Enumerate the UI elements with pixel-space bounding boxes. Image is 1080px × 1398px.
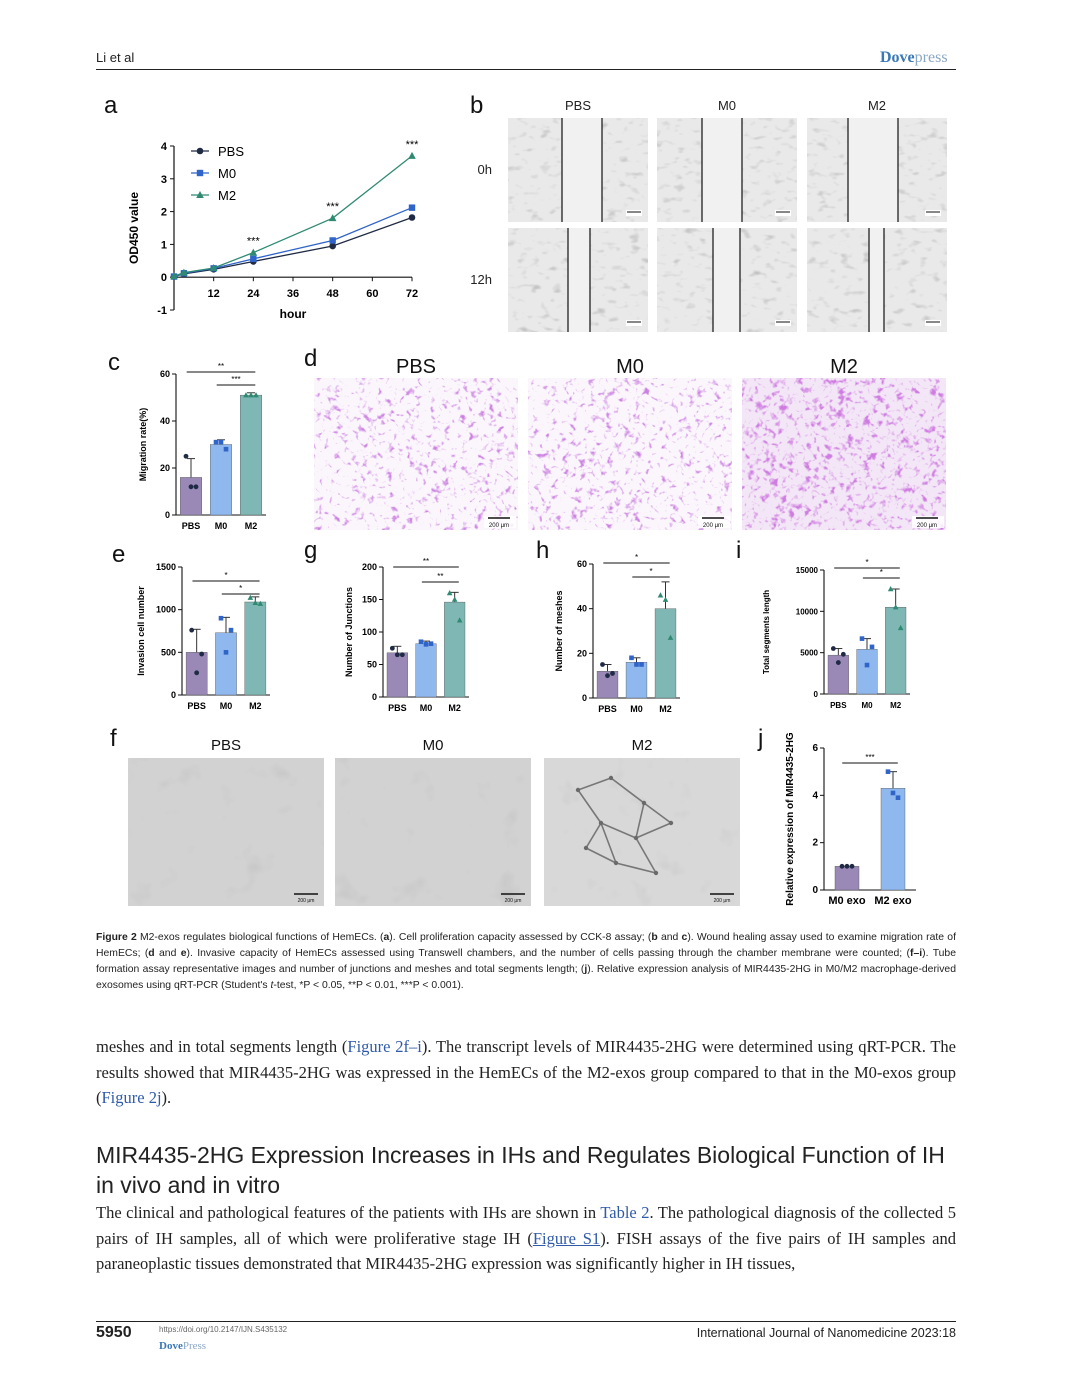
data-point	[194, 484, 199, 489]
data-point	[610, 671, 615, 676]
panel-letter-i: i	[736, 537, 742, 564]
data-point	[860, 636, 865, 641]
y-tick-label: 0	[371, 692, 377, 702]
y-tick-label: 0	[170, 690, 176, 700]
x-tick-label: PBS	[187, 701, 206, 711]
wound-image-m2-12h	[807, 228, 947, 332]
chart-h-bar	[554, 553, 680, 714]
data-point	[219, 616, 224, 621]
y-axis-label: Relative expression of MIR4435-2HG	[785, 732, 796, 906]
transwell-column-m2: M2	[830, 356, 858, 378]
scale-bar-box	[925, 320, 941, 326]
scale-label: 200 μm	[713, 898, 731, 904]
data-point	[836, 660, 841, 665]
wound-image-m2-0h	[807, 118, 947, 222]
significance-label: *	[634, 553, 639, 562]
significance-label: ***	[865, 753, 875, 762]
chart-a-line	[127, 139, 419, 321]
series-line-m2	[174, 156, 412, 276]
data-point	[419, 639, 424, 644]
figure-2j-link[interactable]: Figure 2j	[101, 1088, 162, 1108]
caption-label: Figure 2	[96, 932, 137, 943]
x-tick-label: M2	[249, 701, 262, 711]
wound-image-m0-12h	[657, 228, 797, 332]
y-tick-label: 3	[160, 173, 167, 186]
bar-m0	[857, 649, 878, 694]
bar-pbs	[180, 477, 202, 515]
scale-label: 200 μm	[916, 523, 938, 529]
scale-bar-box	[626, 210, 642, 216]
significance-label: **	[217, 362, 225, 371]
legend-label-m0: M0	[218, 166, 237, 181]
panel-letter-h: h	[536, 537, 550, 564]
x-tick-label: M0	[861, 701, 873, 710]
data-point	[184, 454, 189, 459]
legend-marker	[197, 170, 203, 176]
tube-column-m2: M2	[631, 737, 653, 754]
x-tick-label: 24	[247, 288, 260, 301]
panel-letter-j: j	[758, 725, 764, 752]
tube-image-m0	[335, 758, 531, 906]
y-axis-label: Migration rate(%)	[138, 407, 148, 482]
tube-junction	[642, 801, 646, 805]
y-tick-label: 0	[160, 272, 167, 285]
bar-m2	[655, 609, 676, 698]
data-point	[865, 663, 870, 668]
data-point	[886, 769, 891, 774]
panel-letter-e: e	[112, 541, 126, 568]
wound-gap	[562, 118, 602, 222]
y-tick-label: 100	[361, 627, 377, 637]
bar-m0	[215, 633, 236, 695]
y-axis-label: Total segments length	[762, 589, 771, 675]
tube-junction	[669, 821, 673, 825]
legend-label-pbs: PBS	[218, 144, 245, 159]
bar-m2	[444, 602, 465, 697]
page-number: 5950	[96, 1324, 132, 1341]
legend-label-m2: M2	[218, 188, 237, 203]
tube-texture	[544, 758, 740, 906]
transwell-image-pbs	[314, 378, 518, 530]
y-tick-label: 1000	[155, 604, 176, 615]
transwell-image-m0	[528, 378, 732, 530]
chart-e-bar	[136, 562, 270, 711]
body-paragraph-2: The clinical and pathological features of the patients with IHs are shown in Table 2. The pathological diagnosis of the collected 5 pairs of IH samples, all of which were proliferative stage IH (Figure S1). FISH assays of the five pairs of IH samples and paraneoplastic tissues demonstrated that MIR4435-2HG expression was significantly higher in IH tissues,	[96, 1203, 956, 1274]
data-point	[870, 645, 875, 650]
x-tick-label: M0	[214, 521, 228, 531]
y-tick-label: 5000	[800, 648, 818, 658]
tube-junction	[599, 821, 603, 825]
data-point	[658, 592, 664, 597]
data-point	[224, 447, 229, 452]
y-tick-label: 20	[576, 648, 587, 659]
y-tick-label: 40	[576, 603, 587, 614]
point-m0	[329, 237, 335, 243]
data-point	[214, 440, 219, 445]
y-tick-label: 0	[581, 693, 587, 703]
data-point	[634, 662, 639, 667]
x-tick-label: 12	[207, 288, 220, 301]
scale-label: 200 μm	[702, 523, 724, 529]
data-point	[605, 673, 610, 678]
wound-gap	[702, 118, 742, 222]
y-axis-label: Number of meshes	[554, 590, 564, 672]
bar-pbs	[387, 653, 408, 697]
data-point	[452, 597, 458, 602]
y-tick-label: -1	[157, 305, 167, 317]
data-point	[600, 662, 605, 667]
y-axis-label: OD450 value	[127, 191, 141, 265]
significance-label: *	[239, 584, 243, 593]
chart-c-bar	[138, 362, 266, 531]
x-tick-label: M2	[890, 701, 902, 710]
x-tick-label: M0	[630, 704, 643, 714]
panel-letter-c: c	[108, 349, 120, 376]
wound-column-m2: M2	[867, 98, 887, 113]
figure-s1-link[interactable]: Figure S1	[532, 1228, 601, 1248]
y-tick-label: 50	[366, 659, 377, 670]
data-point	[629, 656, 634, 661]
y-tick-label: 6	[812, 743, 818, 754]
scale-label: 200 μm	[488, 523, 510, 529]
y-tick-label: 2	[160, 206, 167, 219]
point-pbs	[329, 243, 336, 250]
figure-canvas	[96, 78, 960, 920]
y-tick-label: 10000	[795, 607, 818, 617]
point-m0	[250, 256, 256, 262]
significance-label: *	[649, 567, 653, 576]
x-tick-label: M2	[448, 703, 461, 713]
significance-label: *	[224, 571, 228, 580]
chart-j-bar	[785, 732, 916, 907]
y-tick-label: 0	[812, 885, 818, 896]
panel-letter-b: b	[470, 92, 484, 119]
wound-column-m0: M0	[717, 98, 737, 113]
y-tick-label: 2	[812, 837, 818, 849]
y-tick-label: 150	[361, 594, 377, 605]
x-tick-label: 60	[366, 288, 379, 301]
data-point	[424, 642, 429, 647]
y-tick-label: 0	[813, 690, 818, 699]
x-axis-label: hour	[279, 307, 307, 321]
data-point	[390, 646, 395, 651]
x-tick-label: 72	[405, 288, 419, 301]
tube-junction	[614, 861, 618, 865]
y-tick-label: 60	[159, 369, 170, 379]
data-point	[189, 484, 194, 489]
data-point	[429, 641, 434, 646]
tube-texture	[335, 758, 531, 906]
data-point	[663, 597, 669, 602]
data-point	[841, 652, 846, 657]
data-point	[840, 864, 845, 869]
data-point	[845, 864, 850, 869]
bar-m2	[245, 602, 266, 695]
bar-m2-exo	[881, 788, 905, 890]
x-tick-label: M0 exo	[828, 895, 866, 907]
legend-marker	[197, 148, 204, 155]
data-point	[194, 670, 199, 675]
header-rule	[96, 69, 956, 70]
point-m2	[408, 152, 416, 159]
x-tick-label: 36	[286, 288, 300, 301]
data-point	[199, 652, 204, 657]
y-tick-label: 60	[576, 559, 587, 569]
x-tick-label: 48	[326, 288, 339, 301]
section-heading: MIR4435-2HG Expression Increases in IHs and Regulates Biological Function of IH in vivo and in vitro	[96, 1142, 945, 1198]
x-tick-label: M2	[659, 704, 672, 714]
significance-label: ***	[231, 375, 241, 384]
wound-gap	[568, 228, 590, 332]
transwell-column-pbs: PBS	[395, 356, 437, 378]
tube-column-m0: M0	[422, 737, 444, 754]
chart-i-bar	[762, 558, 910, 710]
transwell-cells	[314, 378, 518, 530]
footer-rule	[96, 1321, 956, 1322]
publisher-logo[interactable]: Dovepress	[880, 49, 948, 66]
significance-label: ***	[405, 138, 419, 151]
data-point	[896, 795, 901, 800]
significance-label: *	[879, 568, 883, 577]
significance-label: *	[865, 558, 869, 567]
bar-m0-exo	[835, 866, 859, 890]
bar-m0	[210, 445, 232, 516]
wound-image-m0-0h	[657, 118, 797, 222]
running-header-authors: Li et al	[96, 50, 135, 65]
data-point	[229, 628, 234, 633]
wound-image-pbs-12h	[508, 228, 648, 332]
point-m0	[409, 204, 415, 210]
data-point	[400, 652, 405, 657]
x-tick-label: PBS	[181, 521, 201, 531]
tube-column-pbs: PBS	[210, 737, 242, 754]
tube-junction	[576, 788, 580, 792]
data-point	[850, 864, 855, 869]
x-tick-label: PBS	[388, 703, 407, 713]
journal-citation: International Journal of Nanomedicine 2023:18	[696, 1326, 956, 1340]
panel-letter-g: g	[304, 537, 318, 564]
point-m2	[329, 214, 337, 221]
tube-image-m2	[544, 758, 740, 906]
x-tick-label: M2 exo	[874, 895, 912, 907]
bar-m2	[885, 607, 906, 694]
significance-label: **	[422, 557, 430, 566]
transwell-column-m0: M0	[616, 356, 644, 378]
y-tick-label: 15000	[795, 566, 818, 575]
data-point	[831, 646, 836, 651]
doi-link[interactable]: https://doi.org/10.2147/IJN.S435132	[159, 1325, 288, 1334]
tube-image-pbs	[128, 758, 324, 906]
data-point	[891, 791, 896, 796]
data-point	[219, 440, 224, 445]
chart-g-bar	[344, 557, 469, 713]
wound-image-pbs-0h	[508, 118, 648, 222]
wound-row-0h: 0h	[477, 162, 492, 177]
scale-bar-box	[626, 320, 642, 326]
transwell-cells	[528, 378, 732, 530]
tube-junction	[654, 871, 658, 875]
tube-junction	[584, 846, 588, 850]
figure-caption: Figure 2 M2-exos regulates biological functions of HemECs. (a). Cell proliferation capacity assessed by CCK-8 assay; (b and c). Wound healing assay used to examine migration rate of HemECs; (d and e). Invasive capacity of HemECs assessed using Transwell chambers, and the number of cells passing through the chamber membrane were counted; (f–i). Tube formation assay representative images and number of junctions and meshes and total segments length; (j). Relative expression analysis of MIR4435-2HG in M0/M2 macrophage-derived exosomes using qRT-PCR (Student's t-test, *P < 0.05, **P < 0.01, ***P < 0.001).	[96, 932, 956, 991]
significance-label: ***	[246, 235, 260, 248]
y-tick-label: 40	[159, 416, 170, 426]
significance-label: ***	[326, 201, 340, 214]
tube-junction	[634, 836, 638, 840]
y-tick-label: 200	[361, 562, 377, 572]
scale-bar-box	[925, 210, 941, 216]
y-tick-label: 4	[812, 790, 818, 802]
data-point	[189, 628, 194, 633]
wound-column-pbs: PBS	[564, 98, 592, 113]
series-line-pbs	[174, 218, 412, 277]
tube-junction	[609, 776, 613, 780]
y-tick-label: 1500	[155, 562, 176, 572]
data-point	[639, 662, 644, 667]
scale-label: 200 μm	[504, 898, 522, 904]
wound-gap	[713, 228, 740, 332]
y-axis-label: Invasion cell number	[136, 586, 146, 676]
y-axis-label: Number of Junctions	[344, 586, 354, 678]
footer-publisher-logo[interactable]: DovePress	[159, 1340, 207, 1352]
series-line-m0	[174, 208, 412, 277]
y-tick-label: 4	[160, 141, 167, 153]
transwell-cells	[742, 378, 946, 530]
data-point	[395, 652, 400, 657]
bar-m0	[626, 662, 647, 698]
transwell-image-m2	[742, 378, 946, 530]
wound-gap	[848, 118, 898, 222]
y-tick-label: 500	[160, 647, 176, 658]
point-pbs	[409, 214, 416, 221]
y-tick-label: 0	[164, 510, 170, 520]
x-tick-label: M0	[219, 701, 233, 711]
significance-label: **	[437, 572, 444, 581]
x-tick-label: PBS	[598, 704, 617, 714]
bar-m2	[240, 395, 262, 515]
y-tick-label: 1	[160, 239, 167, 252]
bar-m0	[416, 644, 437, 697]
figure-2	[96, 78, 960, 920]
wound-gap	[869, 228, 884, 332]
y-tick-label: 20	[159, 463, 170, 473]
x-tick-label: M0	[419, 703, 433, 713]
body-paragraph-1: meshes and in total segments length (Figure 2f–i). The transcript levels of MIR4435-2HG were determined using qRT-PCR. The results showed that MIR4435-2HG was expressed in the HemECs of the M2-exos group compared to that in the M0-exos group (Figure 2j).	[96, 1037, 956, 1108]
panel-letter-f: f	[110, 725, 117, 752]
scale-bar-box	[775, 210, 791, 216]
scale-label: 200 μm	[297, 898, 315, 904]
wound-row-12h: 12h	[470, 272, 492, 287]
data-point	[224, 650, 229, 655]
x-tick-label: PBS	[830, 701, 847, 710]
data-point	[893, 604, 899, 609]
tube-texture	[128, 758, 324, 906]
panel-letter-a: a	[104, 92, 118, 119]
figure-2f-i-link[interactable]: Figure 2f–i	[347, 1037, 422, 1056]
table-2-link[interactable]: Table 2	[600, 1203, 650, 1222]
panel-letter-d: d	[304, 345, 318, 372]
x-tick-label: M2	[244, 521, 258, 531]
scale-bar-box	[775, 320, 791, 326]
